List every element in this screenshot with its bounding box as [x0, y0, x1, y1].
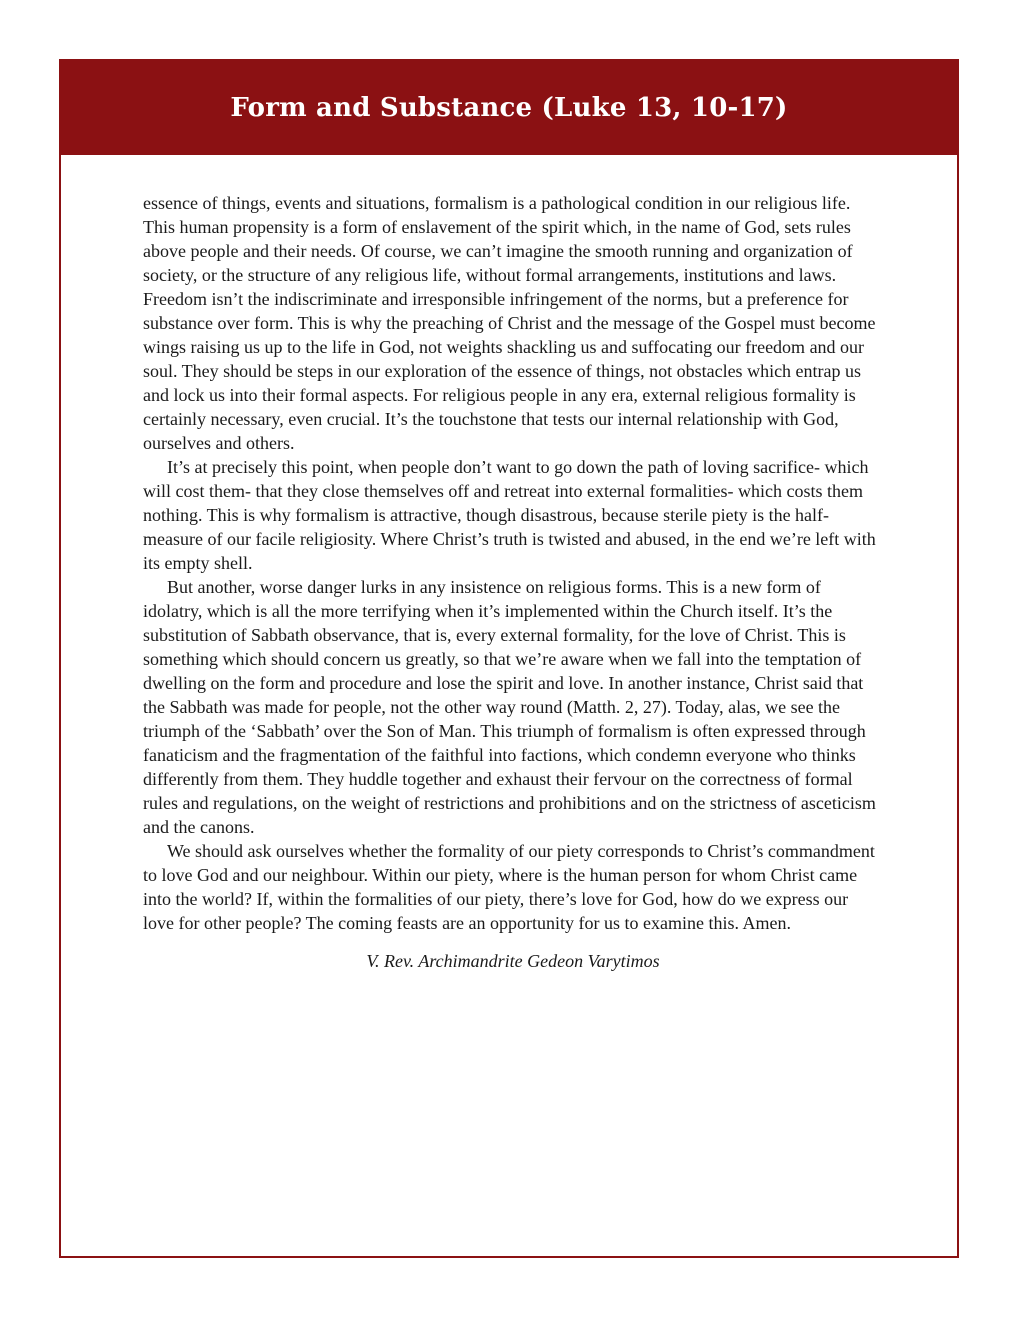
paragraph-1: essence of things, events and situations, formalism is a pathological condition in our religious life. This human propensity is a form of enslavement of the spirit which, in the name of God, sets rules above people and their needs. Of course, we can’t imagine the smooth running and organization of society, or the structure of any religious life, without formal arrangements, institutions and laws. Freedom isn’t the indiscriminate and irresponsible infringement of the norms, but a preference for substance over form. This is why the preaching of Christ and the message of the Gospel must become wings raising us up to the life in God, not weights shackling us and suffocating our freedom and our soul. They should be steps in our exploration of the essence of things, not obstacles which entrap us and lock us into their formal aspects. For religious people in any era, external religious formality is certainly necessary, even crucial. It’s the touchstone that tests our internal relationship with God, ourselves and others. [143, 193, 876, 453]
author-signature: V. Rev. Archimandrite Gedeon Varytimos [366, 951, 660, 971]
article-body [143, 191, 883, 973]
page-title: Form and Substance (Luke 13, 10-17) [230, 93, 788, 123]
paragraph-2: It’s at precisely this point, when people don’t want to go down the path of loving sacrifice- which will cost them- that they close themselves off and retreat into external formalities- which costs them nothing. This is why formalism is attractive, though disastrous, because sterile piety is the half-measure of our facile religiosity. Where Christ’s truth is twisted and abused, in the end we’re left with its empty shell. [143, 457, 876, 573]
paragraph-3: But another, worse danger lurks in any insistence on religious forms. This is a new form of idolatry, which is all the more terrifying when it’s implemented within the Church itself. It’s the substitution of Sabbath observance, that is, every external formality, for the love of Christ. This is something which should concern us greatly, so that we’re aware when we fall into the temptation of dwelling on the form and procedure and lose the spirit and love. In another instance, Christ said that the Sabbath was made for people, not the other way round (Matth. 2, 27). Today, alas, we see the triumph of the ‘Sabbath’ over the Son of Man. This triumph of formalism is often expressed through fanaticism and the fragmentation of the faithful into factions, which condemn everyone who thinks differently from them. They huddle together and exhaust their fervour on the correctness of formal rules and regulations, on the weight of restrictions and prohibitions and on the strictness of asceticism and the canons. [143, 577, 876, 837]
paragraph-4: We should ask ourselves whether the formality of our piety corresponds to Christ’s commandment to love God and our neighbour. Within our piety, where is the human person for whom Christ came into the world? If, within the formalities of our piety, there’s love for God, how do we express our love for other people? The coming feasts are an opportunity for us to examine this. Amen. [143, 841, 875, 933]
title-banner [61, 61, 957, 155]
page-frame [59, 59, 959, 1258]
